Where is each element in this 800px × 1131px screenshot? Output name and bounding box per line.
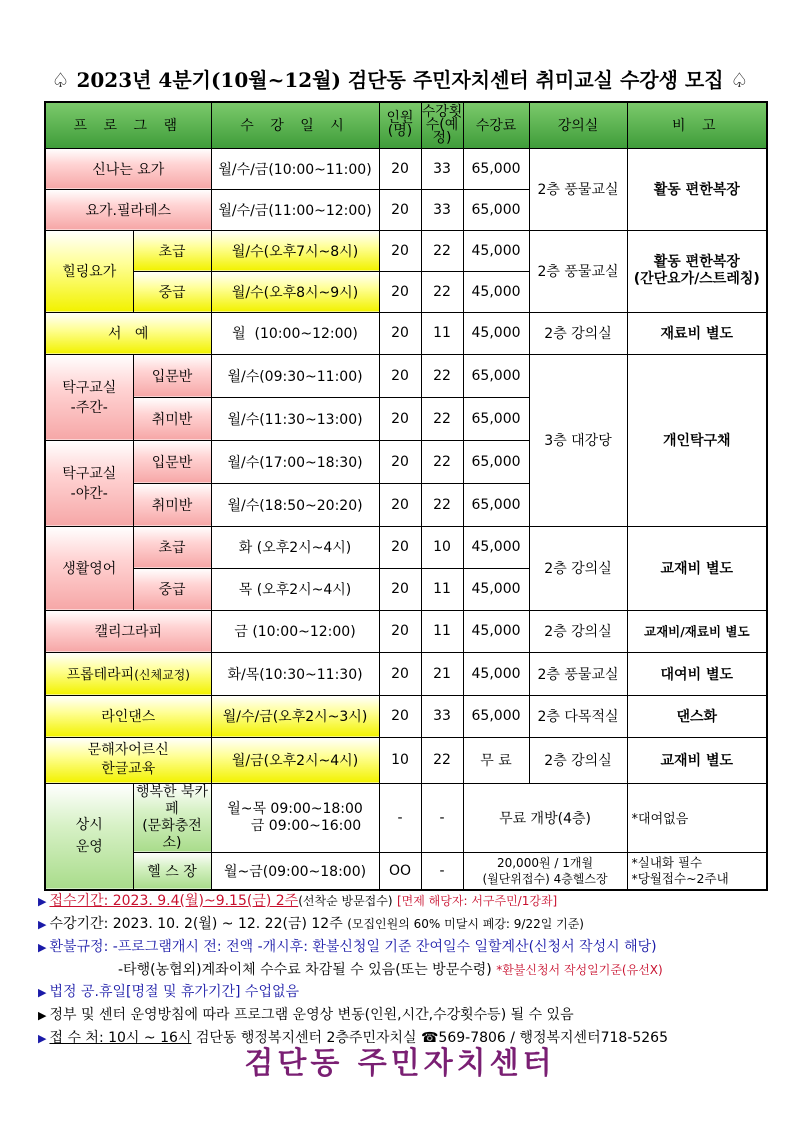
sessions-cell: 11	[421, 568, 463, 610]
program-name-line: 행복한 북카페	[135, 783, 209, 817]
schedule-cell: 월/수/금(11:00~12:00)	[211, 189, 379, 230]
triangle-bullet-icon: ▶	[38, 941, 47, 954]
program-level: 입문반	[133, 440, 211, 483]
capacity-cell: OO	[379, 852, 421, 890]
note-line: (간단요가/스트레칭)	[633, 271, 760, 287]
notice-text: 법정 공.휴일[명절 및 휴가기간] 수업없음	[49, 984, 300, 1000]
capacity-cell: 20	[379, 312, 421, 354]
capacity-cell: 20	[379, 189, 421, 230]
table-row	[45, 852, 767, 890]
note-cell: 대여비 별도	[627, 652, 767, 695]
notice-text: 접수기간: 2023. 9.4(월)~9.15(금) 2주	[49, 893, 299, 909]
program-name: 신나는 요가	[45, 148, 211, 189]
notice-text: 접 수 처: 10시 ~ 16시	[49, 1030, 192, 1046]
table-row	[45, 610, 767, 652]
fee-cell: 65,000	[463, 483, 529, 526]
header-room: 강의실	[529, 102, 627, 148]
fee-cell: 65,000	[463, 397, 529, 440]
organization-footer: 검단동 주민자치센터	[244, 1046, 556, 1081]
room-cell: 2층 풍물교실	[529, 652, 627, 695]
note-cell: 교재비 별도	[627, 526, 767, 610]
group-line: 운영	[75, 839, 103, 856]
notice-item	[38, 959, 778, 981]
program-level: 취미반	[133, 483, 211, 526]
note-cell: 재료비 별도	[627, 312, 767, 354]
notice-text: -타행(농협외)계좌이체 수수료 차감될 수 있음(또는 방문수령)	[118, 962, 492, 978]
notice-item	[38, 913, 778, 936]
sessions-cell: 22	[421, 230, 463, 271]
fee-room-line: 20,000원 / 1개월	[496, 855, 594, 870]
schedule-cell: 월/수(18:50~20:20)	[211, 483, 379, 526]
notice-text: (모집인원의 60% 미달시 폐강: 9/22일 기준)	[347, 917, 584, 931]
schedule-cell: 화 (오후2시~4시)	[211, 526, 379, 568]
fee-cell: 45,000	[463, 568, 529, 610]
room-cell: 2층 강의실	[529, 312, 627, 354]
room-cell: 3층 대강당	[529, 354, 627, 526]
table-row	[45, 148, 767, 189]
note-line: *당월접수~2주내	[631, 870, 729, 886]
sessions-cell: 22	[421, 483, 463, 526]
table-row	[45, 312, 767, 354]
schedule-line: 월~목 09:00~18:00	[227, 800, 363, 817]
fee-room-cell: 무료 개방(4층)	[463, 783, 627, 852]
program-name	[45, 737, 211, 783]
notice-item	[38, 981, 778, 1004]
schedule-cell: 월/수(11:30~13:00)	[211, 397, 379, 440]
capacity-cell: 20	[379, 397, 421, 440]
header-sessions: 수강횟수(예정)	[421, 102, 463, 148]
schedule-cell: 월/금(오후2시~4시)	[211, 737, 379, 783]
program-level: 취미반	[133, 397, 211, 440]
group-line: 탁구교실	[62, 466, 117, 482]
triangle-bullet-icon: ▶	[38, 918, 47, 931]
schedule-line: 금 09:00~16:00	[250, 817, 362, 834]
fee-cell: 45,000	[463, 526, 529, 568]
schedule-cell: 월/수/금(10:00~11:00)	[211, 148, 379, 189]
sessions-cell: 11	[421, 312, 463, 354]
capacity-cell: 20	[379, 483, 421, 526]
capacity-cell: 20	[379, 526, 421, 568]
note-cell: 교재비/재료비 별도	[627, 610, 767, 652]
notice-text: 정부 및 센터 운영방침에 따라 프로그램 운영상 변동(인원,시간,수강횟수등) 될 수 있음	[49, 1007, 574, 1023]
notice-list	[38, 890, 778, 1050]
schedule-cell: 월/수(오후8시~9시)	[211, 271, 379, 312]
program-name: 캘리그라피	[45, 610, 211, 652]
program-name-line: 한글교육	[101, 761, 156, 777]
note-cell: *대여없음	[627, 783, 767, 852]
notice-text: 수강기간: 2023. 10. 2(월) ~ 12. 22(금) 12주	[49, 916, 343, 932]
program-group: 생활영어	[45, 526, 133, 610]
group-line: 상시	[75, 817, 103, 834]
program-name: 요가.필라테스	[45, 189, 211, 230]
note-cell	[627, 230, 767, 312]
capacity-cell: 20	[379, 354, 421, 397]
fee-cell: 45,000	[463, 610, 529, 652]
room-cell: 2층 풍물교실	[529, 148, 627, 230]
program-name: 라인댄스	[45, 695, 211, 737]
capacity-cell: 20	[379, 230, 421, 271]
program-level: 입문반	[133, 354, 211, 397]
room-cell: 2층 다목적실	[529, 695, 627, 737]
capacity-cell: 20	[379, 271, 421, 312]
triangle-bullet-icon: ▶	[38, 1009, 47, 1022]
program-group	[45, 440, 133, 526]
schedule-cell: 화/목(10:30~11:30)	[211, 652, 379, 695]
notice-item	[38, 936, 778, 959]
notice-item	[38, 890, 778, 913]
fee-cell: 65,000	[463, 354, 529, 397]
sessions-cell: 22	[421, 271, 463, 312]
table-row	[45, 526, 767, 568]
sessions-cell: -	[421, 852, 463, 890]
schedule-cell: 월~금(09:00~18:00)	[211, 852, 379, 890]
fee-cell: 65,000	[463, 695, 529, 737]
program-name: 서 예	[45, 312, 211, 354]
sessions-cell: 33	[421, 189, 463, 230]
table-row	[45, 695, 767, 737]
header-note: 비 고	[627, 102, 767, 148]
notice-item	[38, 1004, 778, 1027]
sessions-cell: 22	[421, 737, 463, 783]
page-title: ♤ 2023년 4분기(10월~12월) 검단동 주민자치센터 취미교실 수강생 모집 ♤	[51, 68, 749, 92]
fee-cell: 45,000	[463, 271, 529, 312]
fee-cell: 45,000	[463, 230, 529, 271]
table-row	[45, 737, 767, 783]
fee-room-cell	[463, 852, 627, 890]
capacity-cell: 20	[379, 568, 421, 610]
capacity-cell: 20	[379, 652, 421, 695]
note-cell: 교재비 별도	[627, 737, 767, 783]
table-row	[45, 230, 767, 271]
program-name-line: 문해자어르신	[87, 742, 169, 758]
program-table	[44, 101, 768, 891]
sessions-cell: 33	[421, 148, 463, 189]
capacity-cell: -	[379, 783, 421, 852]
program-name-line: (문화충전소)	[142, 817, 202, 851]
sessions-cell: 11	[421, 610, 463, 652]
triangle-bullet-icon: ▶	[38, 1032, 47, 1045]
schedule-cell	[211, 783, 379, 852]
schedule-cell: 월/수(17:00~18:30)	[211, 440, 379, 483]
sessions-cell: 10	[421, 526, 463, 568]
program-name: 헬 스 장	[133, 852, 211, 890]
room-cell: 2층 강의실	[529, 737, 627, 783]
table-row	[45, 652, 767, 695]
program-name	[45, 652, 211, 695]
notice-text: 검단동 행정복지센터 2층주민자치실 ☎569-7806 / 행정복지센터718-5265	[195, 1030, 668, 1046]
program-group	[45, 354, 133, 440]
program-name-sub: (신체교정)	[134, 667, 190, 682]
program-level: 중급	[133, 568, 211, 610]
program-level: 초급	[133, 230, 211, 271]
group-line: -야간-	[70, 486, 108, 502]
program-name	[133, 783, 211, 852]
capacity-cell: 10	[379, 737, 421, 783]
fee-cell: 65,000	[463, 440, 529, 483]
schedule-cell: 목 (오후2시~4시)	[211, 568, 379, 610]
table-row	[45, 354, 767, 397]
schedule-cell: 월/수(09:30~11:00)	[211, 354, 379, 397]
header-row	[45, 102, 767, 148]
sessions-cell: 21	[421, 652, 463, 695]
capacity-cell: 20	[379, 695, 421, 737]
fee-cell: 45,000	[463, 652, 529, 695]
fee-cell: 무 료	[463, 737, 529, 783]
room-cell: 2층 풍물교실	[529, 230, 627, 312]
note-line: *실내화 필수	[631, 854, 703, 870]
note-cell: 개인탁구채	[627, 354, 767, 526]
sessions-cell: -	[421, 783, 463, 852]
triangle-bullet-icon: ▶	[38, 986, 47, 999]
capacity-cell: 20	[379, 440, 421, 483]
header-capacity: 인원(명)	[379, 102, 421, 148]
schedule-cell: 월/수/금(오후2시~3시)	[211, 695, 379, 737]
fee-cell: 65,000	[463, 148, 529, 189]
fee-room-line: (월단위접수) 4층헬스장	[482, 871, 608, 886]
schedule-cell: 월 (10:00~12:00)	[211, 312, 379, 354]
program-name-main: 프롭테라피	[66, 666, 135, 683]
group-line: 탁구교실	[62, 380, 117, 396]
program-group	[45, 783, 133, 890]
room-cell: 2층 강의실	[529, 526, 627, 610]
program-level: 초급	[133, 526, 211, 568]
fee-cell: 65,000	[463, 189, 529, 230]
header-schedule: 수 강 일 시	[211, 102, 379, 148]
program-level: 중급	[133, 271, 211, 312]
schedule-cell: 월/수(오후7시~8시)	[211, 230, 379, 271]
sessions-cell: 22	[421, 440, 463, 483]
notice-text: 환불규정: -프로그램개시 전: 전액 -개시후: 환불신청일 기준 잔여일수 일할계산(신청서 작성시 해당)	[49, 939, 657, 955]
notice-text: (선착순 방문접수)	[298, 894, 393, 908]
triangle-bullet-icon: ▶	[38, 895, 47, 908]
note-cell: 댄스화	[627, 695, 767, 737]
note-cell	[627, 852, 767, 890]
note-line: 활동 편한복장	[653, 254, 740, 270]
notice-text: [면제 해당자: 서구주민/1강좌]	[397, 894, 558, 908]
sessions-cell: 22	[421, 397, 463, 440]
table-row	[45, 783, 767, 852]
capacity-cell: 20	[379, 610, 421, 652]
header-fee: 수강료	[463, 102, 529, 148]
note-cell: 활동 편한복장	[627, 148, 767, 230]
fee-cell: 45,000	[463, 312, 529, 354]
notice-text: *환불신청서 작성일기준(유선X)	[496, 963, 663, 977]
room-cell: 2층 강의실	[529, 610, 627, 652]
capacity-cell: 20	[379, 148, 421, 189]
program-group: 힐링요가	[45, 230, 133, 312]
sessions-cell: 33	[421, 695, 463, 737]
group-line: -주간-	[70, 400, 108, 416]
header-program: 프 로 그 램	[45, 102, 211, 148]
schedule-cell: 금 (10:00~12:00)	[211, 610, 379, 652]
sessions-cell: 22	[421, 354, 463, 397]
